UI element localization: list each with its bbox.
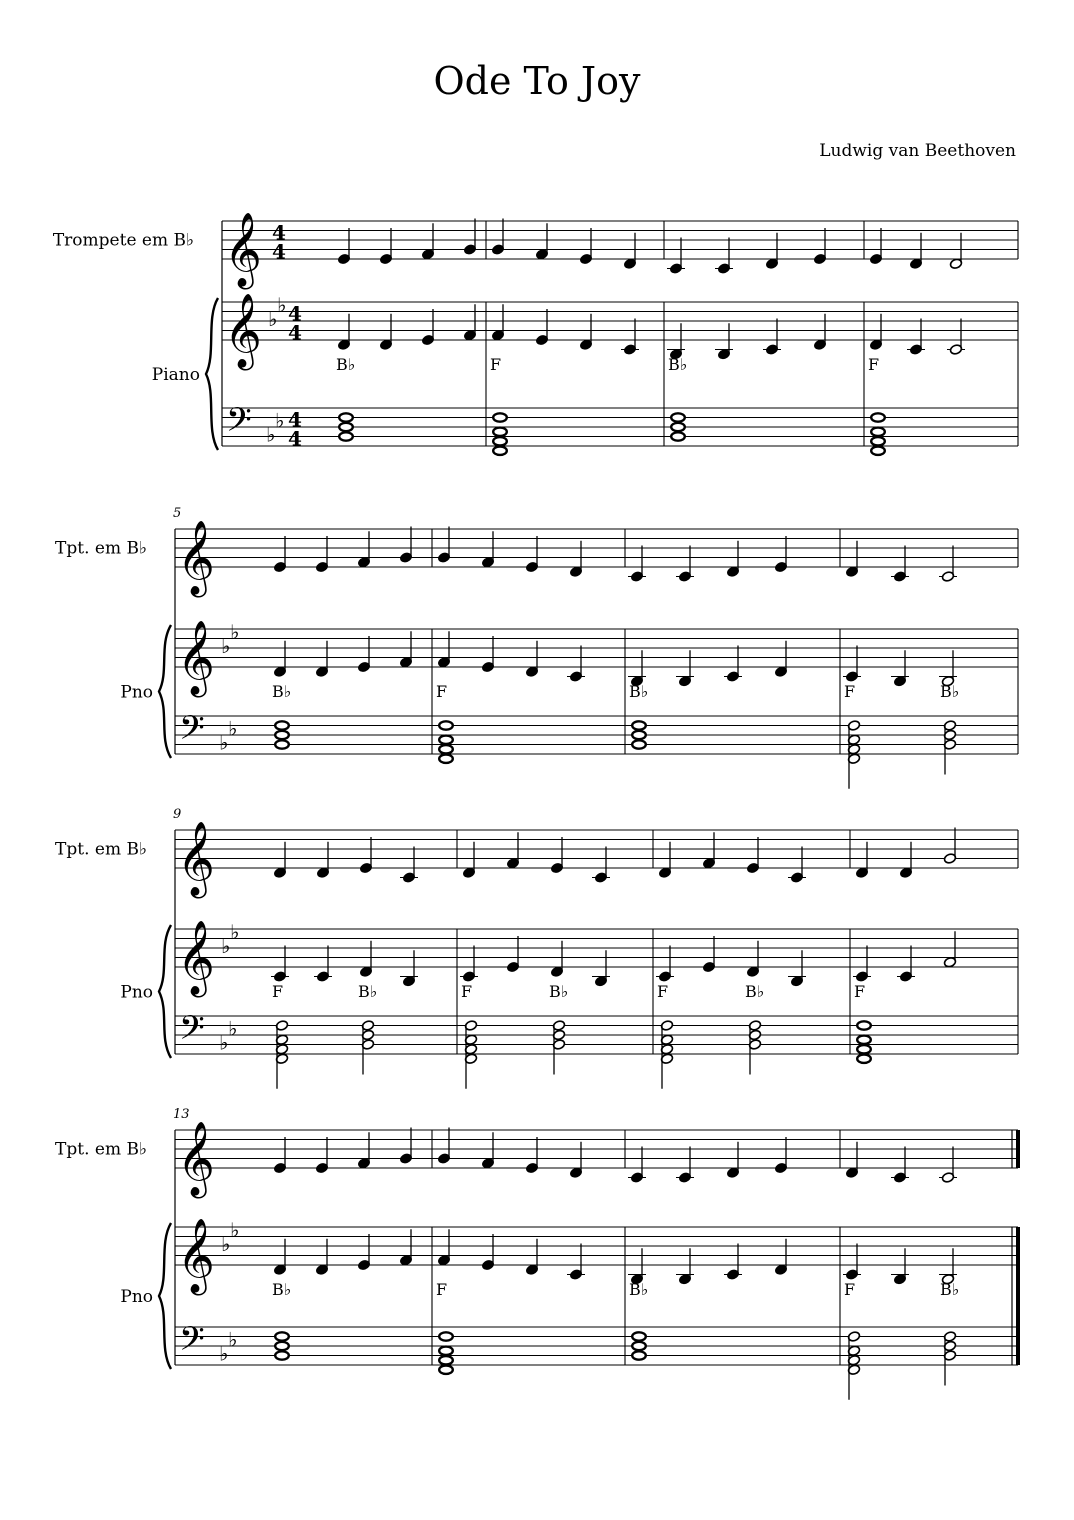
treble-clef-icon: 𝄞 [224,213,262,287]
whole-note-head [339,423,353,431]
whole-note-head [493,413,507,421]
treble-clef-icon: 𝄞 [177,921,215,995]
whole-note-head [339,432,353,440]
whole-note-head [275,721,289,729]
whole-note-head [871,428,885,436]
whole-note-head [439,1366,453,1374]
piano-brace [159,1223,171,1369]
key-signature-flat-icon: ♭ [219,1341,229,1366]
key-signature-flat-icon: ♭ [266,422,276,447]
instrument-label-trumpet: Tpt. em B♭ [55,839,147,860]
whole-note-head [275,1342,289,1350]
piano-brace [159,925,171,1058]
instrument-label-trumpet: Trompete em B♭ [52,230,194,251]
whole-note-head [493,447,507,455]
treble-clef-icon: 𝄞 [177,621,215,695]
key-signature-flat-icon: ♭ [221,934,231,958]
measure-number: 9 [173,807,182,822]
chord-symbol: F [436,1280,448,1299]
instrument-label-piano: Pno [120,682,153,703]
piano-brace [159,625,171,758]
key-signature-flat-icon: ♭ [275,408,285,433]
treble-clef-icon: 𝄞 [224,294,262,368]
time-signature-numerator: 4 [288,407,302,432]
whole-note-head [493,437,507,445]
measure-number: 5 [173,506,182,521]
chord-symbol: B♭ [272,1280,292,1299]
whole-note-head [671,413,685,421]
whole-note-head [857,1045,871,1053]
whole-note-head [857,1021,871,1029]
composer-name: Ludwig van Beethoven [819,141,1016,161]
whole-note-head [275,731,289,739]
key-signature-flat-icon: ♭ [230,619,240,644]
chord-symbol: F [854,982,866,1001]
whole-note-head [632,1342,646,1350]
chord-symbol: B♭ [940,682,960,701]
treble-clef-icon: 𝄞 [177,1122,215,1196]
whole-note-head [439,1347,453,1355]
treble-clef-icon: 𝄞 [177,1219,215,1293]
whole-note-head [871,413,885,421]
chord-symbol: B♭ [629,682,649,701]
key-signature-flat-icon: ♭ [228,1327,238,1352]
chord-symbol: B♭ [668,355,688,374]
key-signature-flat-icon: ♭ [219,1030,229,1055]
whole-note-head [275,740,289,748]
instrument-label-trumpet: Tpt. em B♭ [55,1139,147,1160]
whole-note-head [632,1332,646,1340]
instrument-label-piano: Pno [120,1287,153,1307]
whole-note-head [439,1332,453,1340]
whole-note-head [871,437,885,445]
bass-clef-icon: 𝄢 [226,401,252,448]
time-signature-denominator: 4 [272,239,286,264]
time-signature-numerator: 4 [272,220,286,245]
chord-symbol: F [657,982,669,1001]
chord-symbol: F [272,982,284,1001]
bass-clef-icon: 𝄢 [179,1009,205,1056]
whole-note-head [439,1356,453,1364]
chord-symbol: B♭ [549,982,569,1001]
instrument-label-piano: Piano [151,365,200,385]
chord-symbol: B♭ [745,982,765,1001]
whole-note-head [671,423,685,431]
treble-clef-icon: 𝄞 [177,822,215,896]
instrument-label-trumpet: Tpt. em B♭ [55,538,147,559]
whole-note-head [439,736,453,744]
key-signature-flat-icon: ♭ [268,307,278,331]
measure-number: 13 [173,1107,190,1122]
whole-note-head [439,721,453,729]
whole-note-head [871,447,885,455]
key-signature-flat-icon: ♭ [230,919,240,944]
whole-note-head [632,731,646,739]
chord-symbol: B♭ [358,982,378,1001]
treble-clef-icon: 𝄞 [177,521,215,595]
chord-symbol: B♭ [629,1280,649,1299]
chord-symbol: F [868,355,880,374]
whole-note-head [857,1036,871,1044]
whole-note-head [339,413,353,421]
whole-note-head [632,721,646,729]
time-signature-denominator: 4 [288,320,302,345]
bass-clef-icon: 𝄢 [179,1320,205,1367]
key-signature-flat-icon: ♭ [228,716,238,741]
chord-symbol: F [844,682,856,701]
key-signature-flat-icon: ♭ [221,634,231,658]
instrument-label-piano: Pno [120,982,153,1003]
key-signature-flat-icon: ♭ [219,730,229,755]
chord-symbol: B♭ [940,1280,960,1299]
chord-symbol: F [461,982,473,1001]
whole-note-head [493,428,507,436]
bass-clef-icon: 𝄢 [179,709,205,756]
whole-note-head [275,1351,289,1359]
time-signature-denominator: 4 [288,426,302,451]
chord-symbol: B♭ [336,355,356,374]
chord-symbol: F [436,682,448,701]
chord-symbol: B♭ [272,682,292,701]
whole-note-head [671,432,685,440]
score-title: Ode To Joy [433,59,641,103]
key-signature-flat-icon: ♭ [228,1016,238,1041]
key-signature-flat-icon: ♭ [230,1217,240,1242]
whole-note-head [632,740,646,748]
whole-note-head [275,1332,289,1340]
whole-note-head [439,755,453,763]
chord-symbol: F [844,1280,856,1299]
whole-note-head [857,1055,871,1063]
key-signature-flat-icon: ♭ [221,1232,231,1256]
whole-note-head [439,745,453,753]
piano-brace [206,298,218,450]
time-signature-numerator: 4 [288,301,302,326]
whole-note-head [632,1351,646,1359]
chord-symbol: F [490,355,502,374]
key-signature-flat-icon: ♭ [277,292,287,317]
